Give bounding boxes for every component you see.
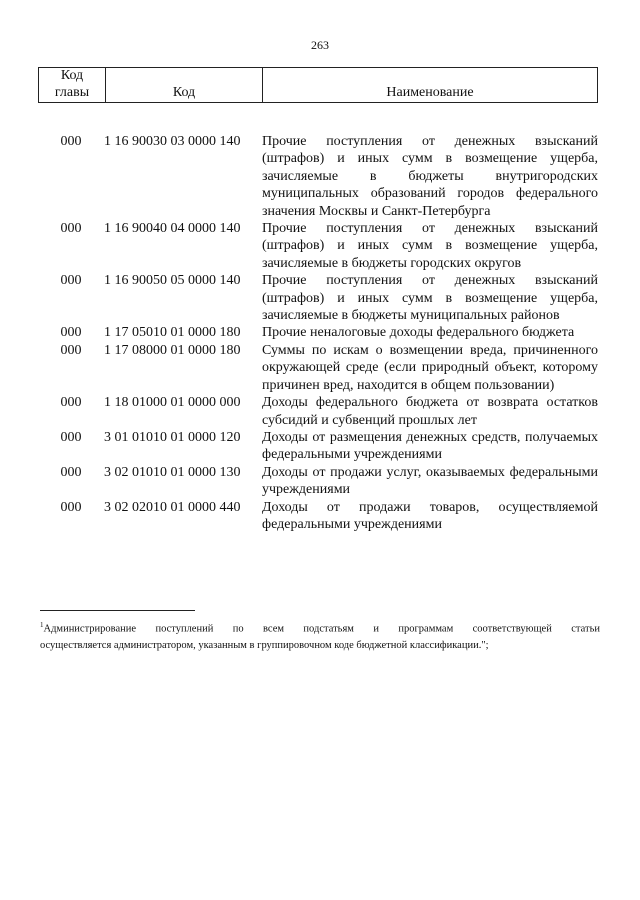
row-chapter: 000 <box>60 499 82 515</box>
row-name: Доходы федерального бюджета от возврата остатков субсидий и субвенций прошлых лет <box>262 395 598 428</box>
row-code: 1 17 05010 01 0000 180 <box>104 325 241 341</box>
header-chapter-code <box>39 68 106 102</box>
row-code: 1 16 90050 05 0000 140 <box>104 273 241 289</box>
table-row <box>38 429 598 464</box>
row-code: 1 17 08000 01 0000 180 <box>104 342 241 358</box>
row-name: Доходы от размещения денежных средств, получаемых федеральными учреждениями <box>262 429 598 463</box>
row-name: Прочие поступления от денежных взысканий (штрафов) и иных сумм в возмещение ущерба, зачисляемые в бюджеты муниципальных районов <box>262 273 598 324</box>
row-name: Суммы по искам о возмещении вреда, причиненного окружающей среде (если природный объект, которому причинен вред, находится в общем пользовании) <box>262 342 598 393</box>
row-chapter: 000 <box>60 325 82 341</box>
footnote <box>40 617 600 654</box>
row-name: Прочие поступления от денежных взысканий (штрафов) и иных сумм в возмещение ущерба, зачисляемые в бюджеты городских округов <box>262 221 598 271</box>
row-name: Доходы от продажи услуг, оказываемых федеральными учреждениями <box>262 464 598 498</box>
row-name: Прочие поступления от денежных взысканий (штрафов) и иных сумм в возмещение ущерба, зачисляемые в бюджеты внутригородских муниципальных образований городов федерального значения Москвы и Санкт-Петербурга <box>262 134 598 219</box>
table-row <box>38 324 598 341</box>
row-chapter: 000 <box>60 221 82 237</box>
row-chapter: 000 <box>60 342 82 358</box>
table-row <box>38 272 598 324</box>
footnote-marker: 1 <box>40 621 44 629</box>
table-row <box>38 394 598 429</box>
row-name: Доходы от продажи товаров, осуществляемой федеральными учреждениями <box>262 499 598 532</box>
row-code: 3 02 01010 01 0000 130 <box>104 464 241 480</box>
row-name: Прочие неналоговые доходы федерального бюджета <box>262 325 575 341</box>
row-chapter: 000 <box>60 134 82 149</box>
table-header <box>38 67 598 103</box>
row-code: 3 02 02010 01 0000 440 <box>104 499 241 515</box>
row-code: 3 01 01010 01 0000 120 <box>104 429 241 445</box>
row-chapter: 000 <box>60 429 82 445</box>
table-body <box>38 133 598 533</box>
page-number: 263 <box>311 38 329 52</box>
row-code: 1 18 01000 01 0000 000 <box>104 395 241 411</box>
table-row <box>38 342 598 394</box>
row-chapter: 000 <box>60 273 82 289</box>
row-chapter: 000 <box>60 464 82 480</box>
table-row <box>38 220 598 272</box>
row-code: 1 16 90030 03 0000 140 <box>104 134 241 149</box>
table-row <box>38 499 598 534</box>
header-code: Код <box>106 68 263 102</box>
header-chapter-code-line1: Код <box>60 68 84 83</box>
header-chapter-code-line2: главы <box>54 85 90 100</box>
footnote-text-1: Администрирование поступлений по всем подстатьям и программам соответствующей статьи <box>43 623 600 635</box>
footnote-line-2: осуществляется администратором, указанным в группировочном коде бюджетной классификации."; <box>40 639 489 651</box>
header-name: Наименование <box>386 85 474 100</box>
row-chapter: 000 <box>60 395 82 411</box>
footnote-line-1 <box>40 617 600 638</box>
footnote-divider <box>40 610 195 611</box>
row-code: 1 16 90040 04 0000 140 <box>104 221 241 237</box>
table-row <box>38 133 598 220</box>
table-row <box>38 464 598 499</box>
